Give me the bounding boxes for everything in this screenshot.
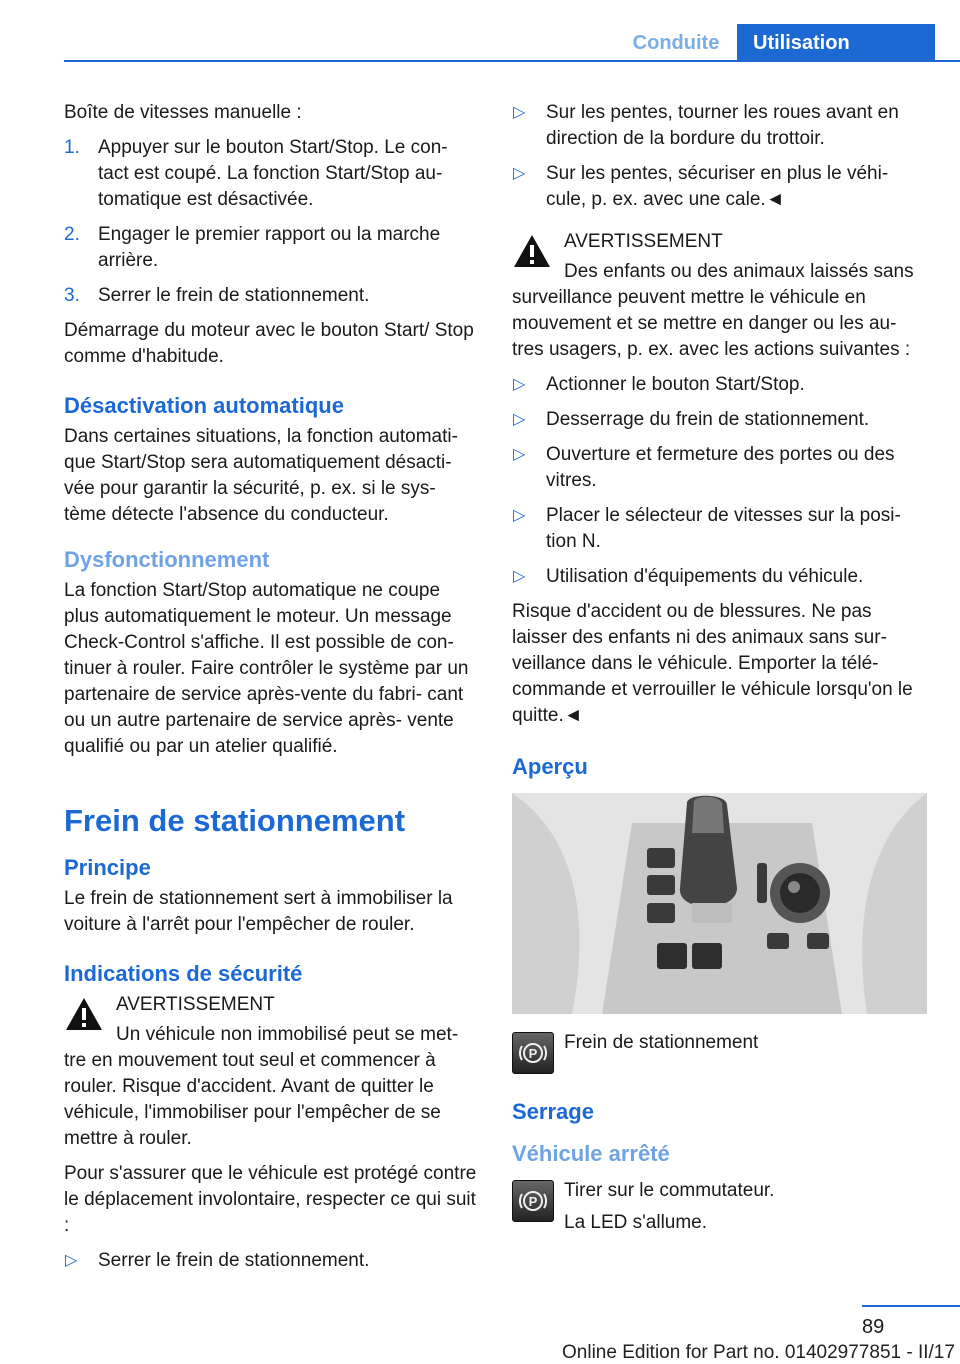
bullet-item [512, 407, 927, 433]
step-3 [64, 283, 479, 309]
list-triangle-icon: ▷ [513, 165, 526, 182]
bullet-text: Utilisation d'équipements du véhicule. [546, 566, 864, 587]
step-number: 1. [64, 137, 80, 158]
list-triangle-icon: ▷ [65, 1252, 78, 1269]
step-number: 3. [64, 285, 80, 306]
bullet-text: Placer le sélecteur de vitesses sur la posi‐ tion N. [546, 505, 901, 552]
bullet-item [512, 564, 927, 590]
parking-brake-caption-row [512, 1030, 927, 1072]
bullet-text: Desserrage du frein de stationnement. [546, 409, 870, 430]
warning-text-first: Un véhicule non immobilisé peut se met‐ [116, 1024, 459, 1045]
warning-title: AVERTISSEMENT [564, 231, 723, 252]
ensure-paragraph: Pour s'assurer que le véhicule est protégé contre le déplacement involontaire, respecter ce qui suit : [64, 1163, 477, 1236]
bullet-item [512, 372, 927, 398]
pull-switch-row [512, 1178, 927, 1236]
list-triangle-icon: ▷ [513, 376, 526, 393]
tab-conduite[interactable]: Conduite [632, 32, 720, 54]
heading-overview: Aperçu [512, 754, 588, 779]
heading-safety: Indications de sécurité [64, 961, 303, 986]
heading-auto-deactivation: Désactivation automatique [64, 393, 344, 418]
bullet-item [512, 161, 927, 213]
right-column [512, 100, 927, 1250]
risk-paragraph: Risque d'accident ou de blessures. Ne pas laisser des enfants ni des animaux sans sur‐ veillance dans le véhicule. Emporter la télé‐ commande et verrouiller le véhicule lorsqu'on le quitte.◄ [512, 601, 913, 726]
list-triangle-icon: ▷ [513, 446, 526, 463]
list-triangle-icon: ▷ [513, 507, 526, 524]
header-rule [64, 60, 960, 62]
edition-text: Online Edition for Part no. 01402977851 - II/17 [562, 1342, 955, 1363]
heading-malfunction: Dysfonctionnement [64, 547, 270, 572]
step-1 [64, 135, 479, 213]
bullet-text: Actionner le bouton Start/Stop. [546, 374, 805, 395]
center-console-photo [512, 793, 927, 1014]
parking-brake-button-icon [512, 1032, 554, 1074]
footer-rule [862, 1305, 960, 1307]
caption-text: Frein de stationnement [564, 1032, 759, 1053]
tab-utilisation[interactable]: Utilisation [737, 24, 935, 62]
principle-paragraph: Le frein de stationnement sert à immobiliser la voiture à l'arrêt pour l'empêcher de rouler. [64, 888, 453, 935]
list-triangle-icon: ▷ [513, 568, 526, 585]
bullet-item [512, 503, 927, 555]
heading-apply: Serrage [512, 1099, 594, 1124]
step-text: Engager le premier rapport ou la marche arrière. [98, 224, 441, 271]
left-column [64, 100, 479, 1283]
restart-paragraph: Démarrage du moteur avec le bouton Start/ Stop comme d'habitude. [64, 320, 474, 367]
malfunction-paragraph: La fonction Start/Stop automatique ne coupe plus automatiquement le moteur. Un message Check-Control s'affiche. Il est possible de con‐ tinuer à rouler. Faire contrôler le système par un partenaire de service après-vente du fabri‐ cant ou un autre partenaire de service après- vente qualifié ou par un atelier qualifié. [64, 580, 469, 757]
warning-text-rest: tre en mouvement tout seul et commencer à rouler. Risque d'accident. Avant de quitter le véhicule, l'immobiliser pour l'empêcher de se mettre à rouler. [64, 1050, 441, 1149]
console-illustration [512, 793, 927, 1014]
warning-triangle-icon [64, 996, 104, 1032]
bullet-item [512, 442, 927, 494]
list-triangle-icon: ▷ [513, 411, 526, 428]
step-2 [64, 222, 479, 274]
bullet-text: Ouverture et fermeture des portes ou des vitres. [546, 444, 895, 491]
bullet-text: Sur les pentes, sécuriser en plus le véhi‐ cule, p. ex. avec une cale.◄ [546, 163, 889, 210]
auto-deactivation-paragraph: Dans certaines situations, la fonction automati‐ que Start/Stop sera automatiquement désacti‐ vée pour garantir la sécurité, p. ex. si le sys‐ tème détecte l'absence du conducteur. [64, 426, 458, 525]
manual-gearbox-intro: Boîte de vitesses manuelle : [64, 102, 302, 123]
parking-brake-button-icon [512, 1180, 554, 1222]
pull-switch-text: Tirer sur le commutateur. [564, 1180, 775, 1201]
heading-principle: Principe [64, 855, 151, 880]
bullet-item [512, 100, 927, 152]
step-number: 2. [64, 224, 80, 245]
led-text: La LED s'allume. [564, 1212, 708, 1233]
warning-text-first: Des enfants ou des animaux laissés sans [564, 261, 914, 282]
svg-text:P: P [528, 1046, 538, 1061]
step-text: Appuyer sur le bouton Start/Stop. Le con‐ tact est coupé. La fonction Start/Stop au‐ tomatique est désactivée. [98, 137, 448, 210]
step-text: Serrer le frein de stationnement. [98, 285, 370, 306]
bullet-item [64, 1248, 479, 1274]
heading-vehicle-stopped: Véhicule arrêté [512, 1141, 670, 1166]
bullet-text: Serrer le frein de stationnement. [98, 1250, 370, 1271]
list-triangle-icon: ▷ [513, 104, 526, 121]
warning-title: AVERTISSEMENT [116, 994, 275, 1015]
warning-text-rest: surveillance peuvent mettre le véhicule en mouvement et se mettre en danger ou les au‐ tres usagers, p. ex. avec les actions suivantes : [512, 287, 911, 360]
warning-block [512, 229, 927, 285]
warning-block [64, 992, 479, 1048]
warning-triangle-icon [512, 233, 552, 269]
heading-parking-brake: Frein de stationnement [64, 803, 406, 838]
page-number: 89 [862, 1316, 885, 1338]
bullet-text: Sur les pentes, tourner les roues avant en direction de la bordure du trottoir. [546, 102, 899, 149]
svg-text:P: P [528, 1194, 538, 1209]
